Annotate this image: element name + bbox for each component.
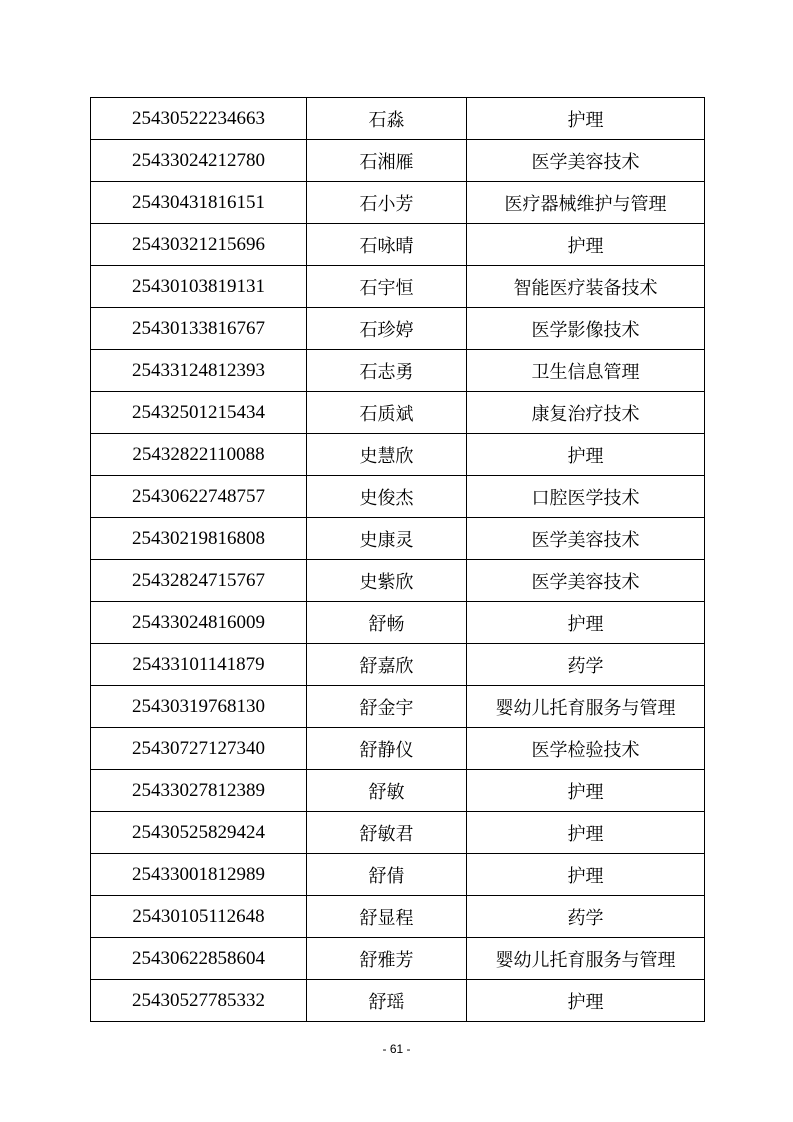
student-id-cell: 25433024212780	[91, 140, 307, 182]
student-id-cell: 25430622858604	[91, 938, 307, 980]
table-row	[91, 308, 705, 350]
student-id-cell: 25430727127340	[91, 728, 307, 770]
table-row	[91, 728, 705, 770]
student-id-cell: 25430133816767	[91, 308, 307, 350]
student-name-cell: 石小芳	[307, 182, 467, 224]
student-id-cell: 25433024816009	[91, 602, 307, 644]
major-cell: 护理	[467, 434, 705, 476]
major-cell: 医疗器械维护与管理	[467, 182, 705, 224]
student-name-cell: 舒嘉欣	[307, 644, 467, 686]
major-cell: 护理	[467, 980, 705, 1022]
table-row	[91, 224, 705, 266]
student-name-cell: 舒金宇	[307, 686, 467, 728]
student-id-cell: 25433001812989	[91, 854, 307, 896]
roster-body	[91, 98, 705, 1022]
major-cell: 护理	[467, 854, 705, 896]
major-cell: 药学	[467, 644, 705, 686]
table-row	[91, 350, 705, 392]
student-name-cell: 舒畅	[307, 602, 467, 644]
student-id-cell: 25430431816151	[91, 182, 307, 224]
student-name-cell: 舒雅芳	[307, 938, 467, 980]
student-roster-table	[90, 97, 705, 1022]
student-id-cell: 25430527785332	[91, 980, 307, 1022]
student-id-cell: 25432824715767	[91, 560, 307, 602]
student-name-cell: 石志勇	[307, 350, 467, 392]
major-cell: 医学影像技术	[467, 308, 705, 350]
table-row	[91, 182, 705, 224]
table-row	[91, 392, 705, 434]
student-name-cell: 史慧欣	[307, 434, 467, 476]
table-row	[91, 686, 705, 728]
student-name-cell: 舒敏	[307, 770, 467, 812]
major-cell: 护理	[467, 98, 705, 140]
table-row	[91, 140, 705, 182]
table-row	[91, 98, 705, 140]
table-row	[91, 518, 705, 560]
table-row	[91, 434, 705, 476]
student-id-cell: 25430321215696	[91, 224, 307, 266]
major-cell: 婴幼儿托育服务与管理	[467, 686, 705, 728]
table-row	[91, 560, 705, 602]
student-id-cell: 25430103819131	[91, 266, 307, 308]
student-id-cell: 25430105112648	[91, 896, 307, 938]
table-row	[91, 644, 705, 686]
table-row	[91, 938, 705, 980]
student-id-cell: 25432822110088	[91, 434, 307, 476]
student-id-cell: 25430219816808	[91, 518, 307, 560]
table-row	[91, 266, 705, 308]
major-cell: 口腔医学技术	[467, 476, 705, 518]
major-cell: 康复治疗技术	[467, 392, 705, 434]
table-row	[91, 812, 705, 854]
student-id-cell: 25430319768130	[91, 686, 307, 728]
table-row	[91, 896, 705, 938]
major-cell: 医学美容技术	[467, 518, 705, 560]
student-name-cell: 石宇恒	[307, 266, 467, 308]
student-id-cell: 25433101141879	[91, 644, 307, 686]
major-cell: 护理	[467, 602, 705, 644]
table-row	[91, 602, 705, 644]
major-cell: 智能医疗装备技术	[467, 266, 705, 308]
student-id-cell: 25430622748757	[91, 476, 307, 518]
student-name-cell: 舒静仪	[307, 728, 467, 770]
major-cell: 医学美容技术	[467, 140, 705, 182]
student-name-cell: 舒倩	[307, 854, 467, 896]
table-row	[91, 770, 705, 812]
table-row	[91, 476, 705, 518]
student-name-cell: 史康灵	[307, 518, 467, 560]
student-id-cell: 25433027812389	[91, 770, 307, 812]
student-id-cell: 25432501215434	[91, 392, 307, 434]
major-cell: 护理	[467, 812, 705, 854]
major-cell: 医学检验技术	[467, 728, 705, 770]
major-cell: 婴幼儿托育服务与管理	[467, 938, 705, 980]
student-name-cell: 石湘雁	[307, 140, 467, 182]
student-name-cell: 史俊杰	[307, 476, 467, 518]
student-id-cell: 25430522234663	[91, 98, 307, 140]
major-cell: 护理	[467, 770, 705, 812]
table-row	[91, 854, 705, 896]
table-row	[91, 980, 705, 1022]
major-cell: 护理	[467, 224, 705, 266]
major-cell: 药学	[467, 896, 705, 938]
student-id-cell: 25433124812393	[91, 350, 307, 392]
major-cell: 卫生信息管理	[467, 350, 705, 392]
student-name-cell: 石珍婷	[307, 308, 467, 350]
student-name-cell: 石质斌	[307, 392, 467, 434]
student-name-cell: 石咏晴	[307, 224, 467, 266]
student-name-cell: 舒显程	[307, 896, 467, 938]
student-name-cell: 史紫欣	[307, 560, 467, 602]
student-name-cell: 舒敏君	[307, 812, 467, 854]
page-number: - 61 -	[382, 1042, 411, 1056]
student-id-cell: 25430525829424	[91, 812, 307, 854]
student-name-cell: 舒瑶	[307, 980, 467, 1022]
student-name-cell: 石淼	[307, 98, 467, 140]
major-cell: 医学美容技术	[467, 560, 705, 602]
